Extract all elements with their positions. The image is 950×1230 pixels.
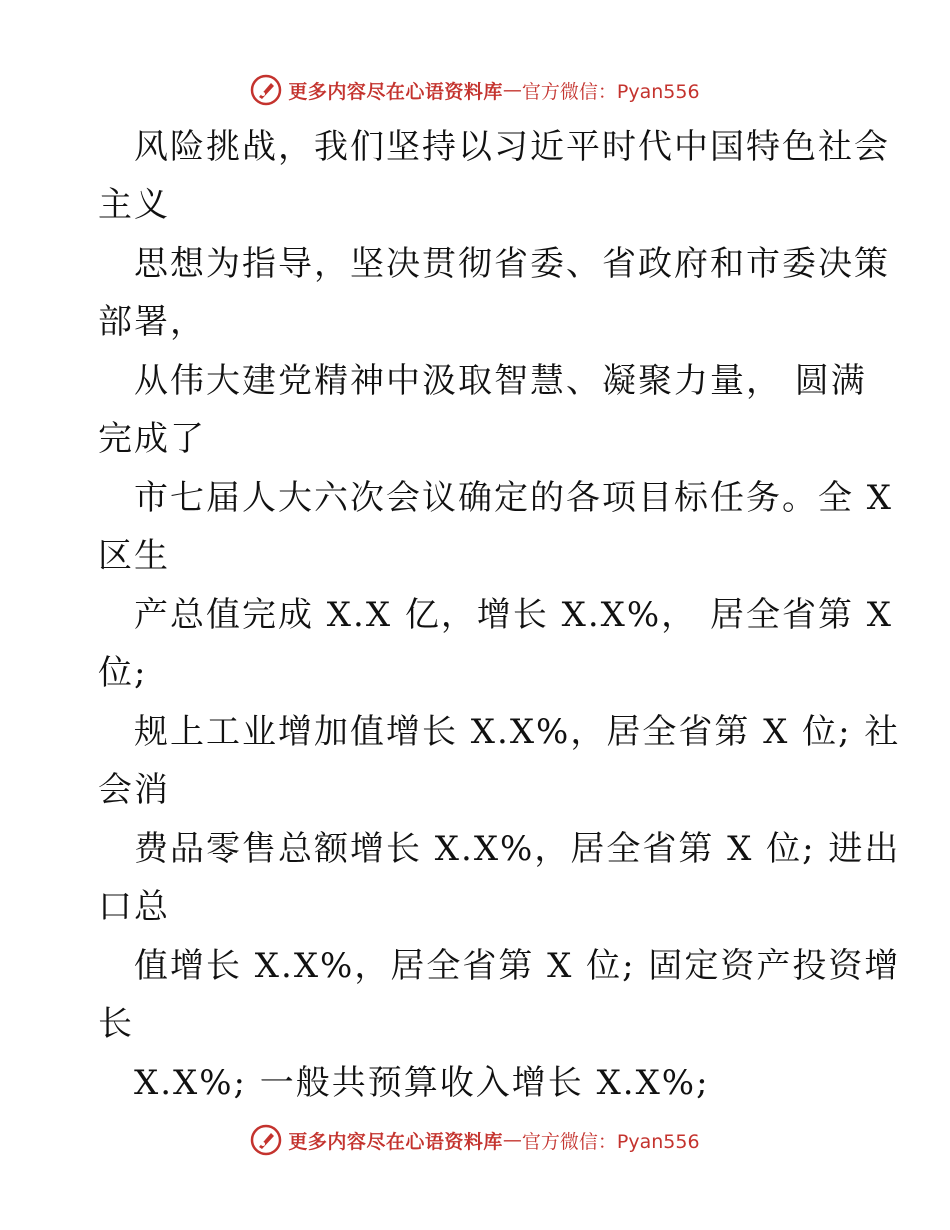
text-line: 市七届人大六次会议确定的各项目标任务。全 X xyxy=(134,478,894,518)
footer-contact-text: 官方微信：Pyan556 xyxy=(521,1130,700,1153)
text-line: 口总 xyxy=(98,887,170,927)
text-line: 从伟大建党精神中汲取智慧、凝聚力量， 圆满 xyxy=(134,361,867,401)
pen-nib-logo-icon xyxy=(250,1124,282,1156)
text-line: 会消 xyxy=(98,770,170,810)
header-brand-text: 更多内容尽在心语资料库 xyxy=(288,80,503,103)
text-line: 产总值完成 X.X 亿，增长 X.X%， 居全省第 X xyxy=(134,595,893,635)
header-banner xyxy=(0,70,950,110)
text-line: 风险挑战，我们坚持以习近平时代中国特色社会 xyxy=(134,127,890,167)
text-line: 思想为指导，坚决贯彻省委、省政府和市委决策 xyxy=(134,244,890,284)
text-line: 部署， xyxy=(98,302,206,342)
text-line: 长 xyxy=(98,1004,134,1044)
footer-banner xyxy=(0,1120,950,1160)
text-line: 费品零售总额增长 X.X%，居全省第 X 位; 进出 xyxy=(134,829,901,869)
text-line: 位; xyxy=(98,653,148,693)
header-separator: — xyxy=(502,79,522,101)
footer-separator: — xyxy=(502,1129,522,1151)
footer-brand-text: 更多内容尽在心语资料库 xyxy=(288,1130,503,1153)
text-line: 规上工业增加值增长 X.X%，居全省第 X 位; 社 xyxy=(134,712,901,752)
text-line: 完成了 xyxy=(98,419,206,459)
text-line: X.X%; 一般共预算收入增长 X.X%; xyxy=(134,1063,710,1103)
header-contact-text: 官方微信：Pyan556 xyxy=(521,80,700,103)
text-line: 区生 xyxy=(98,536,170,576)
pen-nib-logo-icon xyxy=(250,74,282,106)
text-line: 主义 xyxy=(98,185,170,225)
text-line: 值增长 X.X%，居全省第 X 位; 固定资产投资增 xyxy=(134,946,901,986)
